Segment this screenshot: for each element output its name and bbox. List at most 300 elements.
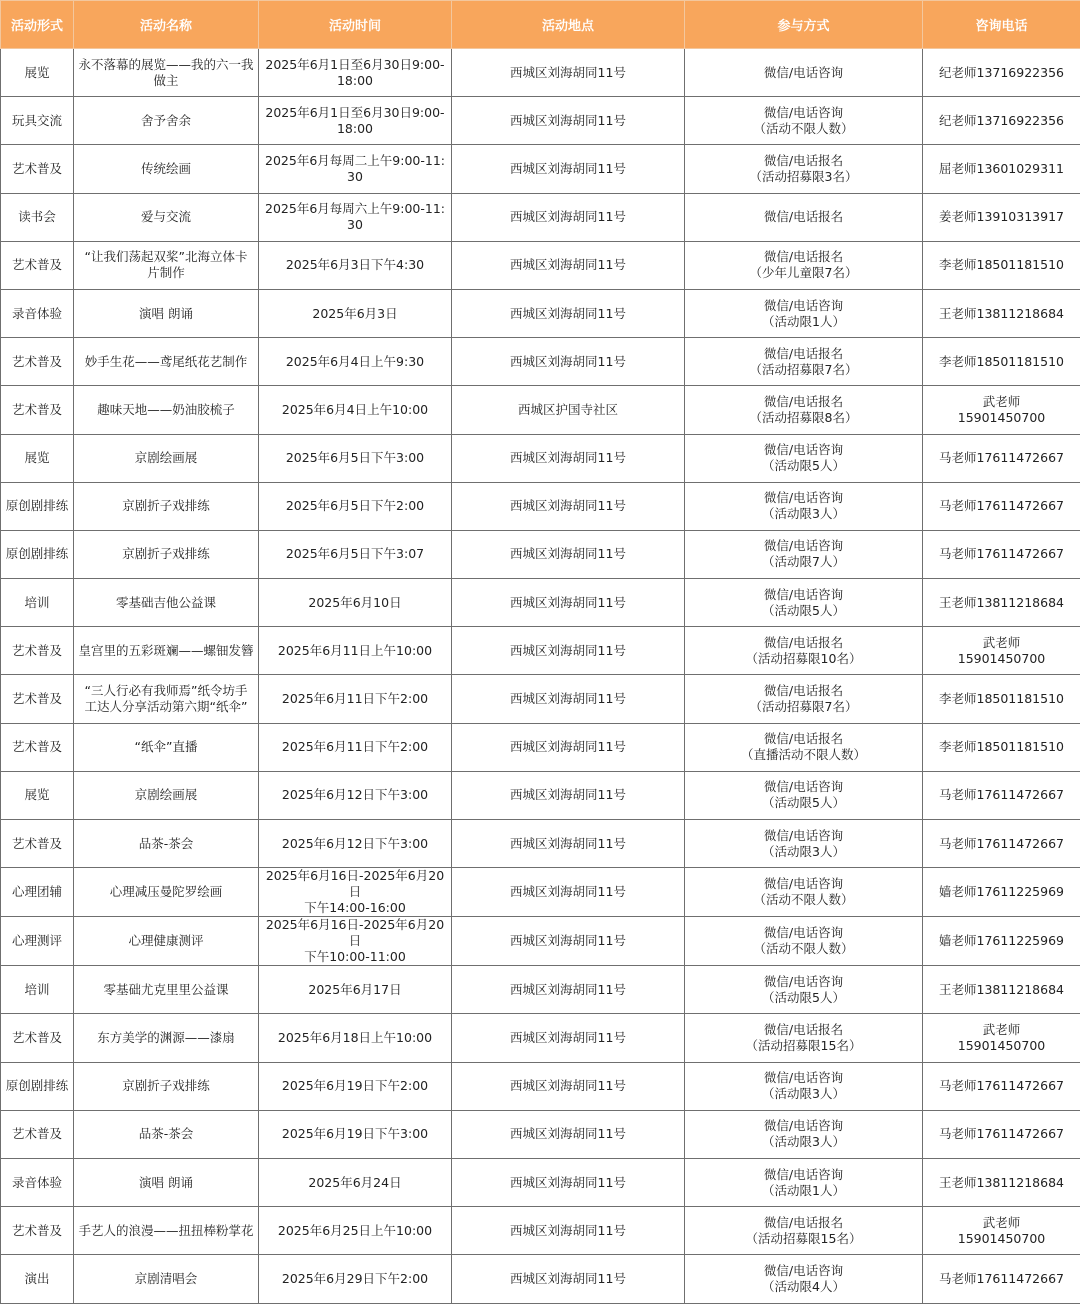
cell-participation [685,966,923,1014]
cell-activity-time [259,1062,452,1110]
cell-participation [685,338,923,386]
cell-activity-name [74,723,259,771]
cell-phone-line: 15901450700 [957,1037,1046,1053]
cell-activity-name [74,1255,259,1303]
cell-phone [923,193,1080,241]
cell-participation [685,675,923,723]
cell-activity-name-line: “三人行必有我师焉”纸令坊手 [84,683,248,699]
cell-activity-time [259,579,452,627]
cell-activity-name-line: 品茶-茶会 [138,1126,194,1142]
cell-participation-line: （活动不限人数） [753,892,854,908]
cell-activity-time-line: 2025年6月1日至6月30日9:00- [265,56,445,72]
cell-activity-time [259,820,452,868]
cell-phone-line: 王老师13811218684 [939,1174,1064,1190]
cell-phone-line: 李老师18501181510 [939,353,1064,369]
cell-participation-line: 微信/电话报名 [763,249,844,265]
cell-participation [685,771,923,819]
cell-activity-place: 西城区刘海胡同11号 [452,966,685,1014]
cell-activity-time-line: 2025年6月29日下午2:00 [281,1270,429,1286]
cell-participation-line: 微信/电话报名 [763,1021,844,1037]
table-row [1,627,1080,675]
cell-participation-line: （活动限1人） [762,313,845,329]
cell-activity-place: 西城区刘海胡同11号 [452,241,685,289]
cell-activity-time [259,241,452,289]
cell-activity-time [259,193,452,241]
cell-activity-type: 心理测评 [1,917,74,966]
cell-activity-place: 西城区刘海胡同11号 [452,145,685,193]
cell-phone-line: 马老师17611472667 [939,787,1064,803]
cell-activity-time-line: 2025年6月11日上午10:00 [277,642,433,658]
cell-activity-time-line: 18:00 [336,72,374,88]
cell-activity-name-line: 传统绘画 [140,160,191,176]
cell-phone [923,434,1080,482]
cell-participation-line: （活动限5人） [762,795,845,811]
cell-activity-name [74,482,259,530]
cell-participation [685,482,923,530]
cell-activity-place: 西城区刘海胡同11号 [452,49,685,97]
cell-participation-line: （活动招募限3名） [749,168,858,184]
cell-participation [685,1255,923,1303]
cell-phone-line: 武老师 [982,634,1021,650]
cell-activity-name [74,289,259,337]
cell-phone [923,917,1080,966]
cell-activity-name [74,386,259,434]
cell-participation-line: （活动限3人） [762,506,845,522]
cell-participation-line: 微信/电话报名 [763,393,844,409]
cell-phone-line: 嫱老师17611225969 [939,884,1064,900]
cell-activity-name [74,1158,259,1206]
cell-participation-line: （活动招募限7名） [749,699,858,715]
cell-participation [685,193,923,241]
cell-participation [685,97,923,145]
cell-activity-time-line: 2025年6月12日下午3:00 [281,835,429,851]
cell-activity-type: 展览 [1,49,74,97]
cell-activity-name-line: 趣味天地——奶油胶梳子 [97,401,235,417]
cell-activity-type: 展览 [1,434,74,482]
table-row [1,49,1080,97]
cell-activity-name-line: 心理减压曼陀罗绘画 [109,884,223,900]
cell-participation-line: （活动限7人） [762,554,845,570]
cell-phone-line: 马老师17611472667 [939,1126,1064,1142]
cell-activity-name-line: “纸伞”直播 [134,739,198,755]
cell-activity-time [259,723,452,771]
cell-activity-name-line: 手艺人的浪漫——扭扭棒粉掌花 [78,1222,254,1238]
cell-participation-line: （活动限5人） [762,602,845,618]
cell-participation [685,917,923,966]
cell-activity-time [259,917,452,966]
cell-phone-line: 李老师18501181510 [939,257,1064,273]
cell-activity-time-line: 2025年6月24日 [308,1174,402,1190]
cell-phone [923,49,1080,97]
cell-activity-type: 艺术普及 [1,1110,74,1158]
table-row [1,1062,1080,1110]
cell-activity-place: 西城区刘海胡同11号 [452,627,685,675]
cell-activity-time-line: 2025年6月5日下午3:07 [285,546,425,562]
cell-participation [685,1110,923,1158]
cell-participation-line: 微信/电话咨询 [763,779,844,795]
cell-phone [923,241,1080,289]
cell-participation-line: （直播活动不限人数） [740,747,866,763]
table-row [1,338,1080,386]
cell-phone-line: 纪老师13716922356 [939,112,1064,128]
cell-activity-name [74,1110,259,1158]
cell-activity-place: 西城区刘海胡同11号 [452,1014,685,1062]
cell-activity-time-line: 2025年6月12日下午3:00 [281,787,429,803]
cell-participation-line: （活动招募限10名） [745,650,862,666]
cell-activity-name [74,338,259,386]
cell-activity-name-line: 京剧绘画展 [134,787,198,803]
table-row [1,482,1080,530]
table-header-row [1,1,1080,49]
cell-participation-line: 微信/电话咨询 [763,1262,844,1278]
cell-phone [923,386,1080,434]
cell-activity-type: 心理团辅 [1,868,74,917]
cell-activity-place: 西城区刘海胡同11号 [452,97,685,145]
cell-phone [923,820,1080,868]
cell-activity-place: 西城区刘海胡同11号 [452,530,685,578]
cell-participation-line: 微信/电话咨询 [763,64,844,80]
cell-activity-name-line: 舍予舍余 [140,112,191,128]
cell-phone-line: 武老师 [982,393,1021,409]
cell-participation [685,434,923,482]
cell-activity-type: 艺术普及 [1,627,74,675]
cell-participation-line: （活动限3人） [762,1134,845,1150]
cell-activity-place: 西城区刘海胡同11号 [452,1207,685,1255]
cell-participation-line: （活动不限人数） [753,941,854,957]
cell-activity-time [259,49,452,97]
cell-phone-line: 姜老师13910313917 [939,209,1064,225]
cell-phone [923,289,1080,337]
cell-participation-line: （活动招募限7名） [749,361,858,377]
cell-activity-place: 西城区刘海胡同11号 [452,482,685,530]
cell-activity-type: 录音体验 [1,1158,74,1206]
header-activity-type: 活动形式 [1,1,74,49]
cell-participation [685,1062,923,1110]
cell-activity-time [259,386,452,434]
table-row [1,966,1080,1014]
cell-activity-name-line: 东方美学的渊源——漆扇 [97,1029,235,1045]
cell-phone [923,1158,1080,1206]
cell-participation-line: 微信/电话咨询 [763,876,844,892]
cell-participation-line: 微信/电话报名 [763,209,844,225]
cell-activity-type: 艺术普及 [1,338,74,386]
cell-activity-name-line: 演唱 朗诵 [139,1174,193,1190]
cell-activity-time-line: 2025年6月5日下午3:00 [285,450,425,466]
cell-phone [923,966,1080,1014]
cell-activity-type: 原创剧排练 [1,482,74,530]
table-row [1,723,1080,771]
cell-participation-line: 微信/电话咨询 [763,490,844,506]
cell-activity-name-line: 品茶-茶会 [138,835,194,851]
cell-activity-time-line: 2025年6月11日下午2:00 [281,739,429,755]
cell-activity-time-line: 2025年6月17日 [308,981,402,997]
cell-activity-name-line: “让我们荡起双桨”北海立体卡 [84,249,248,265]
cell-activity-time-line: 2025年6月16日-2025年6月20日 [265,868,445,900]
cell-phone [923,1255,1080,1303]
cell-activity-type: 培训 [1,966,74,1014]
cell-activity-name [74,675,259,723]
cell-activity-type: 艺术普及 [1,386,74,434]
cell-phone-line: 马老师17611472667 [939,1270,1064,1286]
cell-activity-time-line: 2025年6月3日 [312,305,398,321]
cell-activity-name-line: 皇宫里的五彩斑斓——螺钿发簪 [78,642,254,658]
cell-participation-line: 微信/电话咨询 [763,973,844,989]
cell-phone-line: 屈老师13601029311 [939,160,1064,176]
cell-activity-type: 艺术普及 [1,241,74,289]
table-row [1,241,1080,289]
cell-phone [923,1207,1080,1255]
cell-participation-line: 微信/电话咨询 [763,586,844,602]
cell-activity-name [74,1014,259,1062]
cell-activity-time [259,1158,452,1206]
cell-phone [923,97,1080,145]
cell-phone [923,579,1080,627]
cell-phone [923,723,1080,771]
table-row [1,917,1080,966]
header-participation: 参与方式 [685,1,923,49]
table-row [1,820,1080,868]
cell-participation-line: 微信/电话咨询 [763,827,844,843]
cell-activity-place: 西城区刘海胡同11号 [452,868,685,917]
cell-phone [923,627,1080,675]
cell-activity-name-line: 工达人分享活动第六期“纸伞” [84,699,248,715]
cell-activity-name-line: 零基础吉他公益课 [115,594,216,610]
cell-activity-time-line: 2025年6月4日上午9:30 [285,353,425,369]
cell-participation [685,49,923,97]
table-row [1,289,1080,337]
cell-phone-line: 王老师13811218684 [939,594,1064,610]
cell-activity-name-line: 永不落幕的展览——我的六一我 [78,56,254,72]
cell-activity-name-line: 京剧折子戏排练 [122,546,210,562]
cell-participation [685,579,923,627]
cell-activity-type: 培训 [1,579,74,627]
cell-phone [923,771,1080,819]
table-row [1,1207,1080,1255]
cell-activity-time-line: 18:00 [336,120,374,136]
cell-activity-place: 西城区刘海胡同11号 [452,434,685,482]
cell-activity-name-line: 妙手生花——鸢尾纸花艺制作 [84,353,248,369]
cell-activity-type: 艺术普及 [1,1014,74,1062]
cell-participation-line: 微信/电话咨询 [763,1070,844,1086]
table-row [1,1110,1080,1158]
cell-participation [685,289,923,337]
cell-participation-line: （活动不限人数） [753,120,854,136]
cell-phone [923,675,1080,723]
cell-activity-name [74,49,259,97]
cell-activity-name-line: 京剧清唱会 [134,1270,198,1286]
cell-phone [923,145,1080,193]
cell-activity-name [74,434,259,482]
cell-participation-line: 微信/电话报名 [763,1214,844,1230]
cell-participation-line: 微信/电话咨询 [763,1118,844,1134]
cell-activity-type: 艺术普及 [1,820,74,868]
cell-activity-name-line: 京剧绘画展 [134,450,198,466]
cell-activity-name [74,820,259,868]
cell-activity-type: 艺术普及 [1,1207,74,1255]
cell-activity-place: 西城区刘海胡同11号 [452,917,685,966]
cell-activity-time-line: 2025年6月25日上午10:00 [277,1222,433,1238]
table-row [1,530,1080,578]
cell-activity-name [74,771,259,819]
cell-phone-line: 马老师17611472667 [939,450,1064,466]
cell-participation-line: 微信/电话咨询 [763,442,844,458]
cell-participation-line: 微信/电话咨询 [763,538,844,554]
cell-activity-type: 艺术普及 [1,723,74,771]
cell-activity-time [259,145,452,193]
cell-phone [923,1062,1080,1110]
cell-activity-type: 展览 [1,771,74,819]
cell-phone [923,1110,1080,1158]
cell-participation-line: （活动招募限8名） [749,409,858,425]
cell-activity-time-line: 2025年6月5日下午2:00 [285,498,425,514]
cell-activity-name [74,627,259,675]
table-row [1,145,1080,193]
cell-participation [685,1158,923,1206]
cell-participation-line: 微信/电话咨询 [763,104,844,120]
header-phone: 咨询电话 [923,1,1080,49]
cell-activity-time [259,482,452,530]
cell-activity-place: 西城区护国寺社区 [452,386,685,434]
cell-activity-name-line: 演唱 朗诵 [139,305,193,321]
cell-activity-name [74,145,259,193]
cell-activity-place: 西城区刘海胡同11号 [452,579,685,627]
cell-activity-name [74,868,259,917]
cell-activity-time-line: 2025年6月19日下午3:00 [281,1126,429,1142]
cell-phone [923,1014,1080,1062]
cell-activity-name-line: 零基础尤克里里公益课 [103,981,229,997]
cell-activity-place: 西城区刘海胡同11号 [452,289,685,337]
cell-participation-line: （活动限3人） [762,1086,845,1102]
cell-activity-name-line: 做主 [153,72,179,88]
cell-activity-time [259,1110,452,1158]
cell-activity-time [259,675,452,723]
cell-activity-type: 原创剧排练 [1,530,74,578]
cell-activity-time [259,966,452,1014]
cell-participation-line: 微信/电话报名 [763,683,844,699]
cell-activity-name [74,917,259,966]
cell-activity-type: 演出 [1,1255,74,1303]
cell-activity-time [259,289,452,337]
cell-participation [685,723,923,771]
cell-activity-time-line: 2025年6月3日下午4:30 [285,257,425,273]
cell-activity-place: 西城区刘海胡同11号 [452,771,685,819]
table-row [1,193,1080,241]
cell-phone [923,482,1080,530]
cell-activity-time-line: 2025年6月18日上午10:00 [277,1029,433,1045]
cell-participation-line: 微信/电话咨询 [763,1166,844,1182]
cell-participation-line: （活动限1人） [762,1182,845,1198]
cell-activity-place: 西城区刘海胡同11号 [452,675,685,723]
cell-activity-type: 玩具交流 [1,97,74,145]
cell-activity-time-line: 2025年6月每周二上午9:00-11:30 [265,152,445,184]
table-row [1,1255,1080,1303]
cell-phone [923,530,1080,578]
cell-activity-place: 西城区刘海胡同11号 [452,1158,685,1206]
cell-phone [923,338,1080,386]
cell-activity-name [74,1207,259,1255]
cell-activity-time [259,868,452,917]
cell-activity-time [259,1207,452,1255]
cell-phone-line: 李老师18501181510 [939,691,1064,707]
header-activity-time: 活动时间 [259,1,452,49]
cell-activity-name [74,193,259,241]
cell-participation [685,1014,923,1062]
cell-participation [685,145,923,193]
cell-activity-name-line: 爱与交流 [140,209,191,225]
cell-participation [685,241,923,289]
table-row [1,771,1080,819]
cell-participation [685,868,923,917]
cell-activity-time [259,1255,452,1303]
cell-phone-line: 李老师18501181510 [939,739,1064,755]
cell-activity-time-line: 2025年6月1日至6月30日9:00- [265,104,445,120]
cell-activity-place: 西城区刘海胡同11号 [452,820,685,868]
cell-phone-line: 武老师 [982,1021,1021,1037]
cell-phone-line: 嫱老师17611225969 [939,933,1064,949]
cell-phone-line: 马老师17611472667 [939,546,1064,562]
cell-participation [685,820,923,868]
cell-phone-line: 15901450700 [957,650,1046,666]
cell-participation [685,1207,923,1255]
cell-activity-time-line: 2025年6月10日 [308,594,402,610]
cell-activity-name [74,241,259,289]
cell-activity-place: 西城区刘海胡同11号 [452,338,685,386]
cell-participation-line: 微信/电话报名 [763,731,844,747]
cell-activity-time [259,771,452,819]
cell-activity-name [74,966,259,1014]
cell-phone-line: 15901450700 [957,1230,1046,1246]
cell-activity-time [259,97,452,145]
table-row [1,386,1080,434]
cell-activity-time [259,338,452,386]
cell-activity-time-line: 下午14:00-16:00 [304,900,406,916]
cell-participation-line: （活动招募限15名） [745,1230,862,1246]
cell-phone-line: 武老师 [982,1214,1021,1230]
cell-activity-time-line: 下午10:00-11:00 [304,949,406,965]
cell-participation-line: （活动限5人） [762,989,845,1005]
cell-activity-place: 西城区刘海胡同11号 [452,1062,685,1110]
cell-participation-line: （少年儿童限7名） [749,265,858,281]
cell-participation-line: （活动限3人） [762,843,845,859]
table-body [1,49,1080,1304]
cell-activity-name [74,530,259,578]
cell-activity-time [259,1014,452,1062]
cell-activity-time-line: 2025年6月4日上午10:00 [281,401,429,417]
cell-activity-type: 艺术普及 [1,675,74,723]
table-row [1,434,1080,482]
cell-activity-type: 读书会 [1,193,74,241]
cell-activity-type: 艺术普及 [1,145,74,193]
cell-activity-place: 西城区刘海胡同11号 [452,1110,685,1158]
cell-activity-time-line: 2025年6月每周六上午9:00-11:30 [265,201,445,233]
cell-phone-line: 马老师17611472667 [939,835,1064,851]
cell-phone-line: 15901450700 [957,409,1046,425]
cell-activity-place: 西城区刘海胡同11号 [452,723,685,771]
cell-participation-line: （活动限5人） [762,458,845,474]
cell-activity-time [259,627,452,675]
cell-participation [685,627,923,675]
cell-phone-line: 马老师17611472667 [939,498,1064,514]
cell-activity-name-line: 心理健康测评 [128,933,204,949]
cell-activity-name [74,97,259,145]
table-row [1,1158,1080,1206]
cell-activity-time-line: 2025年6月16日-2025年6月20日 [265,917,445,949]
cell-activity-time [259,434,452,482]
header-activity-name: 活动名称 [74,1,259,49]
cell-participation-line: 微信/电话报名 [763,152,844,168]
table-row [1,868,1080,917]
cell-activity-name [74,579,259,627]
